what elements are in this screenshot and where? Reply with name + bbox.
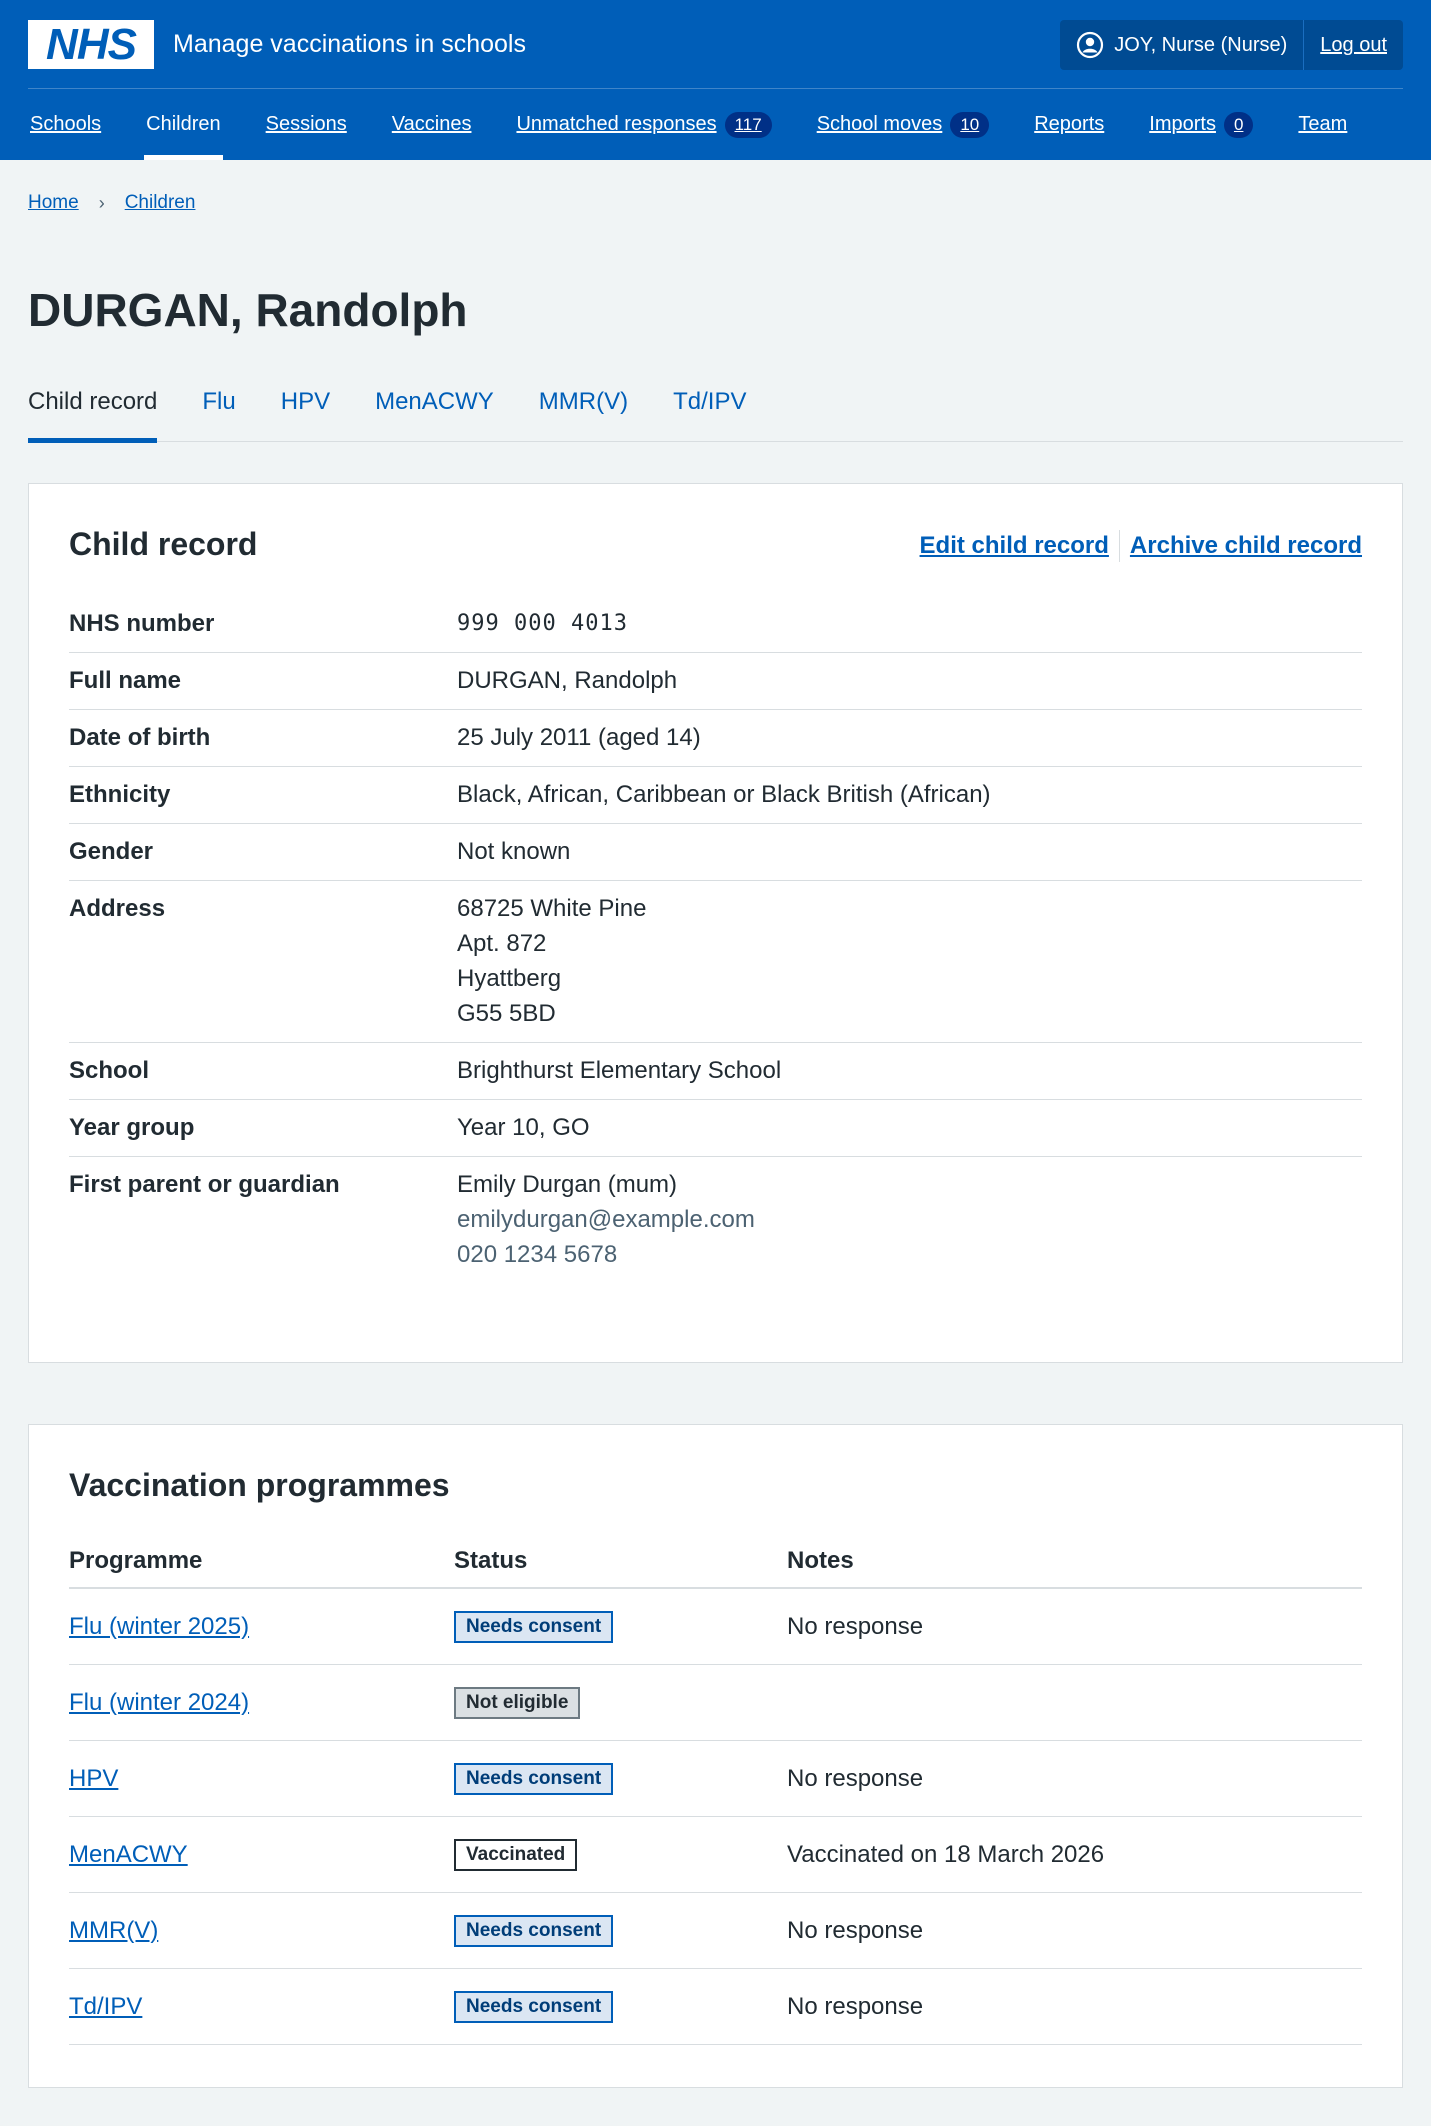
table-row	[69, 1893, 1362, 1969]
child-record-card	[28, 483, 1403, 1363]
notes-cell: No response	[787, 1764, 924, 1792]
summary-row-full-name	[69, 653, 1362, 710]
summary-key: Gender	[69, 838, 154, 865]
programme-link-mmrv[interactable]: MMR(V)	[69, 1916, 159, 1944]
child-record-title: Child record	[69, 526, 258, 562]
status-tag: Needs consent	[454, 1611, 613, 1643]
summary-row-date-of-birth	[69, 710, 1362, 767]
programme-cell	[69, 1689, 454, 1717]
programme-link-hpv[interactable]: HPV	[69, 1764, 119, 1792]
status-cell	[454, 1991, 787, 2023]
summary-row-address	[69, 881, 1362, 1043]
summary-row-nhs-number	[69, 596, 1362, 653]
archive-child-record-link[interactable]: Archive child record	[1129, 532, 1362, 559]
summary-key: Full name	[69, 667, 182, 694]
programme-link-menacwy[interactable]: MenACWY	[69, 1840, 188, 1868]
account-user	[1060, 20, 1304, 70]
summary-key: Address	[69, 895, 166, 922]
summary-key: First parent or guardian	[69, 1171, 340, 1198]
edit-child-record-link[interactable]: Edit child record	[919, 532, 1109, 559]
status-tag: Not eligible	[454, 1687, 580, 1719]
ethnicity-value: Black, African, Caribbean or Black British (African)	[457, 781, 991, 808]
programmes-title: Vaccination programmes	[69, 1467, 450, 1503]
status-cell	[454, 1687, 787, 1719]
table-row	[69, 1817, 1362, 1893]
table-row	[69, 1589, 1362, 1665]
table-header-row	[69, 1535, 1362, 1589]
notes-cell: Vaccinated on 18 March 2026	[787, 1840, 1105, 1868]
nav-school-moves[interactable]	[817, 89, 990, 160]
summary-row-ethnicity	[69, 767, 1362, 824]
nav-team[interactable]: Team	[1298, 113, 1348, 135]
nav-school-moves-label: School moves	[816, 113, 943, 135]
nav-unmatched-responses[interactable]	[516, 89, 771, 160]
status-cell	[454, 1763, 787, 1795]
actions-divider	[1119, 530, 1120, 562]
summary-key: Ethnicity	[69, 781, 171, 808]
gender-value: Not known	[457, 838, 571, 865]
programme-cell	[69, 1613, 454, 1641]
tab-hpv[interactable]: HPV	[280, 388, 331, 415]
nhs-logo-text: NHS	[46, 19, 136, 69]
programme-link-td-ipv[interactable]: Td/IPV	[69, 1992, 143, 2020]
nav-sessions[interactable]: Sessions	[265, 113, 347, 135]
status-cell	[454, 1611, 787, 1643]
summary-key: Year group	[69, 1114, 195, 1141]
user-icon	[1076, 31, 1104, 59]
summary-key: School	[69, 1057, 150, 1084]
parent-phone: 020 1234 5678	[457, 1241, 618, 1268]
tab-mmrv[interactable]: MMR(V)	[538, 388, 629, 415]
summary-key: Date of birth	[69, 724, 211, 751]
full-name-value: DURGAN, Randolph	[457, 667, 678, 694]
tab-list	[28, 380, 1403, 442]
table-row	[69, 1741, 1362, 1817]
page-title: DURGAN, Randolph	[28, 284, 468, 336]
programme-link-flu-2025[interactable]: Flu (winter 2025)	[69, 1612, 250, 1640]
imports-count-badge: 0	[1224, 112, 1253, 138]
nav-vaccines[interactable]: Vaccines	[391, 113, 472, 135]
nav-reports[interactable]: Reports	[1034, 113, 1105, 135]
breadcrumb-children[interactable]: Children	[124, 192, 196, 213]
account-menu	[1060, 20, 1403, 70]
child-summary-list	[69, 596, 1362, 1283]
programmes-table	[69, 1535, 1362, 2045]
address-line: Hyattberg	[457, 965, 562, 992]
address-line: 68725 White Pine	[457, 895, 647, 922]
notes-cell: No response	[787, 1916, 924, 1944]
programme-cell	[69, 1993, 454, 2021]
account-user-label: JOY, Nurse (Nurse)	[1114, 33, 1288, 56]
column-header-programme: Programme	[69, 1547, 203, 1574]
nav-imports-label: Imports	[1149, 113, 1216, 135]
summary-row-school	[69, 1043, 1362, 1100]
tab-td-ipv[interactable]: Td/IPV	[673, 388, 747, 415]
table-row	[69, 1665, 1362, 1741]
notes-cell: No response	[787, 1612, 924, 1640]
status-tag: Needs consent	[454, 1991, 613, 2023]
status-tag: Vaccinated	[454, 1839, 577, 1871]
column-header-notes: Notes	[787, 1547, 854, 1574]
programme-cell	[69, 1917, 454, 1945]
nav-unmatched-label: Unmatched responses	[516, 113, 717, 135]
address-postcode: G55 5BD	[457, 1000, 556, 1027]
parent-email: emilydurgan@example.com	[457, 1206, 755, 1233]
school-value: Brighthurst Elementary School	[457, 1057, 782, 1084]
nhs-number-value: 999 000 4013	[457, 611, 628, 636]
header-top	[0, 0, 1431, 88]
service-name[interactable]: Manage vaccinations in schools	[173, 30, 526, 58]
primary-navigation	[0, 89, 1431, 160]
status-tag: Needs consent	[454, 1915, 613, 1947]
parent-value	[457, 1167, 1362, 1272]
date-of-birth-value: 25 July 2011 (aged 14)	[457, 724, 701, 751]
address-line: Apt. 872	[457, 930, 547, 957]
nhs-logo[interactable]	[28, 20, 154, 69]
summary-row-parent	[69, 1157, 1362, 1283]
year-group-value: Year 10, GO	[457, 1114, 590, 1141]
status-cell	[454, 1915, 787, 1947]
vaccination-programmes-card	[28, 1424, 1403, 2088]
column-header-status: Status	[454, 1547, 528, 1574]
programme-cell	[69, 1765, 454, 1793]
summary-row-gender	[69, 824, 1362, 881]
notes-cell: No response	[787, 1992, 924, 2020]
address-value	[457, 891, 1362, 1031]
breadcrumb	[28, 192, 195, 214]
tab-child-record[interactable]: Child record	[28, 380, 157, 442]
card-actions	[920, 530, 1362, 562]
nav-schools[interactable]: Schools	[30, 113, 102, 135]
school-moves-count-badge: 10	[950, 112, 989, 138]
logout-link[interactable]: Log out	[1320, 33, 1387, 56]
programme-cell	[69, 1841, 454, 1869]
summary-key: NHS number	[69, 610, 215, 637]
parent-name: Emily Durgan (mum)	[457, 1171, 678, 1198]
unmatched-count-badge: 117	[725, 112, 772, 138]
table-row	[69, 1969, 1362, 2045]
site-header	[0, 0, 1431, 160]
nav-children[interactable]: Children	[146, 89, 220, 160]
tab-menacwy[interactable]: MenACWY	[375, 388, 494, 415]
status-cell	[454, 1839, 787, 1871]
programme-link-flu-2024[interactable]: Flu (winter 2024)	[69, 1688, 250, 1716]
tab-flu[interactable]: Flu	[202, 388, 236, 415]
summary-row-year-group	[69, 1100, 1362, 1157]
status-tag: Needs consent	[454, 1763, 613, 1795]
nav-imports[interactable]	[1149, 89, 1253, 160]
breadcrumb-home[interactable]: Home	[28, 192, 79, 213]
chevron-right-icon: ›	[98, 192, 105, 213]
